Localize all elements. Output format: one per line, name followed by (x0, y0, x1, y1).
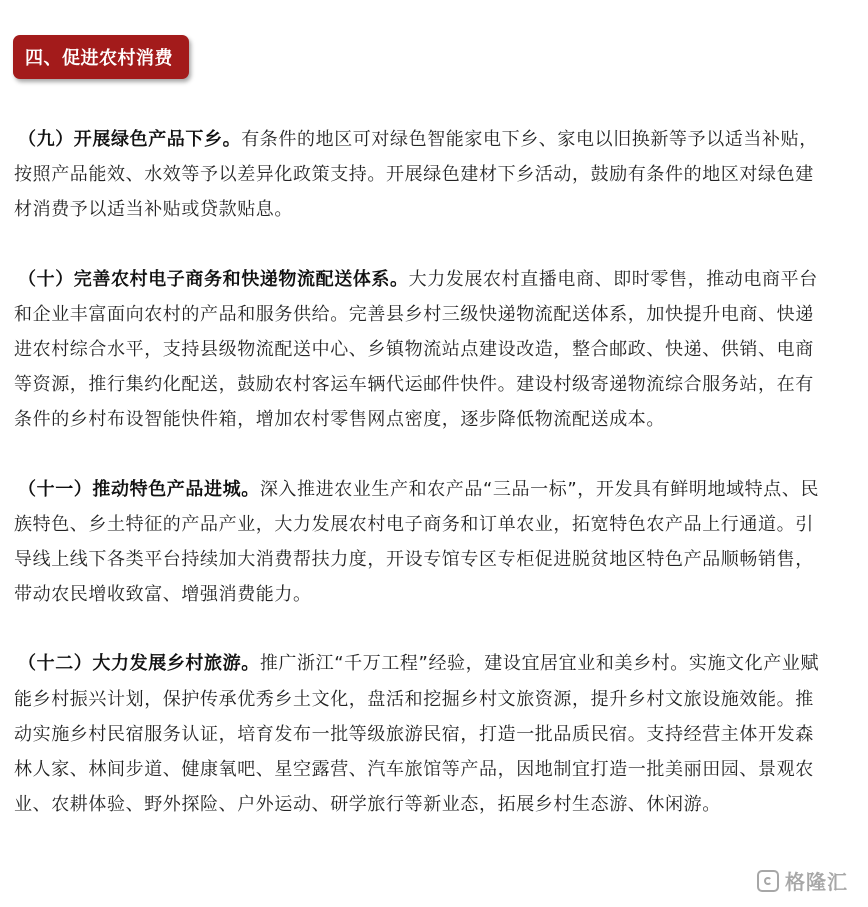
section-header (13, 35, 189, 79)
paragraph-heading: （十）完善农村电子商务和快递物流配送体系。 (18, 268, 409, 290)
paragraph-text: 大力发展农村直播电商、即时零售，推动电商平台和企业丰富面向农村的产品和服务供给。完善县乡村三级快递物流配送体系，加快提升电商、快递进农村综合水平，支持县级物流配送中心、乡镇物流站点建设改造，整合邮政、快递、供销、电商等资源，推行集约化配送，鼓励农村客运车辆代运邮件快件。建设村级寄递物流综合服务站，在有条件的乡村布设智能快件箱，增加农村零售网点密度，逐步降低物流配送成本。 (14, 268, 818, 431)
paragraph-green-products (14, 122, 830, 228)
paragraph-heading: （十一）推动特色产品进城。 (18, 478, 260, 500)
paragraph-text: 有条件的地区可对绿色智能家电下乡、家电以旧换新等予以适当补贴，按照产品能效、水效等予以差异化政策支持。开展绿色建材下乡活动，鼓励有条件的地区对绿色建材消费予以适当补贴或贷款贴息。 (14, 129, 818, 221)
section-title: 四、促进农村消费 (25, 48, 173, 69)
paragraph-text: 深入推进农业生产和农产品“三品一标”，开发具有鲜明地域特点、民族特色、乡土特征的产品产业，大力发展农村电子商务和订单农业，拓宽特色农产品上行通道。引导线上线下各类平台持续加大消费帮扶力度，开设专馆专区专柜促进脱贫地区特色产品顺畅销售，带动农民增收致富、增强消费能力。 (14, 478, 820, 606)
watermark (757, 866, 848, 895)
paragraph-heading: （十二）大力发展乡村旅游。 (18, 653, 260, 675)
paragraph-text: 推广浙江“千万工程”经验，建设宜居宜业和美乡村。实施文化产业赋能乡村振兴计划，保护传承优秀乡土文化，盘活和挖掘乡村文旅资源，提升乡村文旅设施效能。推动实施乡村民宿服务认证，培育发布一批等级旅游民宿，打造一批品质民宿。支持经营主体开发森林人家、林间步道、健康氧吧、星空露营、汽车旅馆等产品，因地制宜打造一批美丽田园、景观农业、农耕体验、野外探险、户外运动、研学旅行等新业态，拓展乡村生态游、休闲游。 (14, 653, 820, 816)
paragraph-heading: （九）开展绿色产品下乡。 (18, 129, 242, 150)
paragraph-specialty-products (14, 472, 830, 613)
watermark-text: 格隆汇 (785, 870, 848, 894)
article-body (14, 122, 830, 822)
paragraph-rural-tourism (14, 646, 830, 822)
gelonghui-logo-icon (757, 870, 779, 892)
paragraph-ecommerce-logistics (14, 262, 830, 438)
